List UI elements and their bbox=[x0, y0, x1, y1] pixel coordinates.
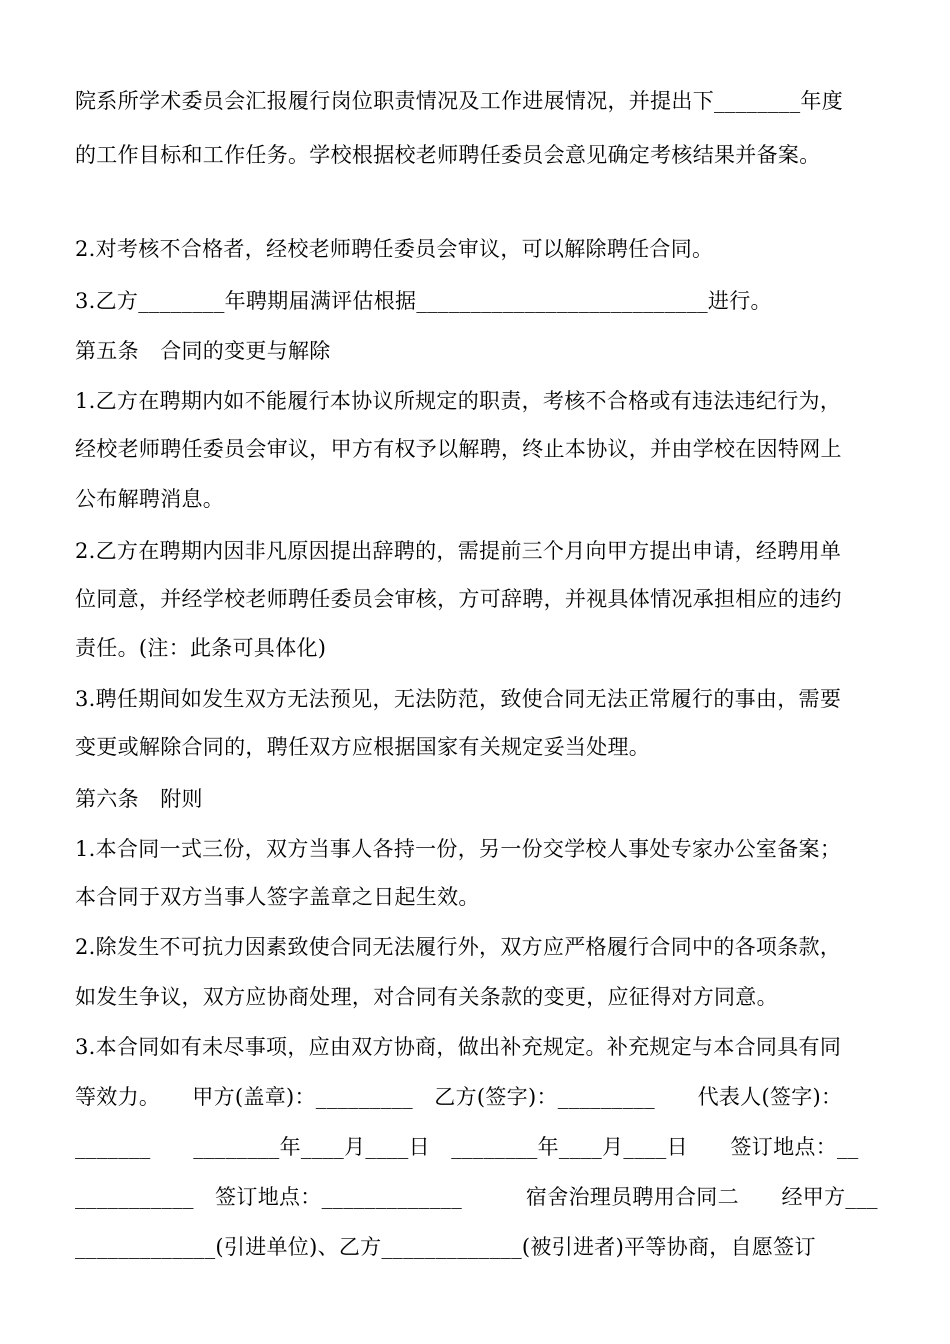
text-line: 2.对考核不合格者，经校老师聘任委员会审议，可以解除聘任合同。 bbox=[75, 237, 714, 261]
section-heading: 第五条 合同的变更与解除 bbox=[75, 339, 331, 363]
text-line: 责任。(注：此条可具体化) bbox=[75, 636, 327, 660]
text-line: 2.除发生不可抗力因素致使合同无法履行外，双方应严格履行合同中的各项条款， bbox=[75, 935, 842, 959]
signature-line: _______ ________年____月____日 ________年____月____日 签订地点：__ bbox=[75, 1135, 859, 1159]
text-line: 院系所学术委员会汇报履行岗位职责情况及工作进展情况，并提出下________年度 bbox=[75, 89, 843, 113]
text-line: 经校老师聘任委员会审议，甲方有权予以解聘，终止本协议，并由学校在因特网上 bbox=[75, 437, 842, 461]
text-line: 如发生争议，双方应协商处理，对合同有关条款的变更，应征得对方同意。 bbox=[75, 985, 778, 1009]
text-line: 3.聘任期间如发生双方无法预见，无法防范，致使合同无法正常履行的事由，需要 bbox=[75, 687, 842, 711]
text-line: 1.本合同一式三份，双方当事人各持一份，另一份交学校人事处专家办公室备案； bbox=[75, 837, 842, 861]
text-line: 3.本合同如有未尽事项，应由双方协商，做出补充规定。补充规定与本合同具有同 bbox=[75, 1035, 842, 1059]
text-line: 的工作目标和工作任务。学校根据校老师聘任委员会意见确定考核结果并备案。 bbox=[75, 143, 821, 167]
text-line: 1.乙方在聘期内如不能履行本协议所规定的职责，考核不合格或有违法违纪行为， bbox=[75, 389, 842, 413]
section-heading: 第六条 附则 bbox=[75, 787, 203, 811]
text-line: 本合同于双方当事人签字盖章之日起生效。 bbox=[75, 885, 480, 909]
text-line: 变更或解除合同的，聘任双方应根据国家有关规定妥当处理。 bbox=[75, 735, 651, 759]
text-line: _____________(引进单位)、乙方_____________(被引进者)平等协商，自愿签订 bbox=[75, 1235, 816, 1259]
text-line: 位同意，并经学校老师聘任委员会审核，方可辞聘，并视具体情况承担相应的违约 bbox=[75, 587, 842, 611]
signature-line: ___________ 签订地点：_____________ 宿舍治理员聘用合同二 经甲方___ bbox=[75, 1185, 878, 1209]
text-line: 公布解聘消息。 bbox=[75, 487, 225, 511]
signature-line: 等效力。 甲方(盖章)：_________ 乙方(签字)：_________ 代表人(签字)： bbox=[75, 1085, 843, 1109]
text-line: 2.乙方在聘期内因非凡原因提出辞聘的，需提前三个月向甲方提出申请，经聘用单 bbox=[75, 539, 842, 563]
text-line: 3.乙方________年聘期届满评估根据___________________________进行。 bbox=[75, 289, 772, 313]
